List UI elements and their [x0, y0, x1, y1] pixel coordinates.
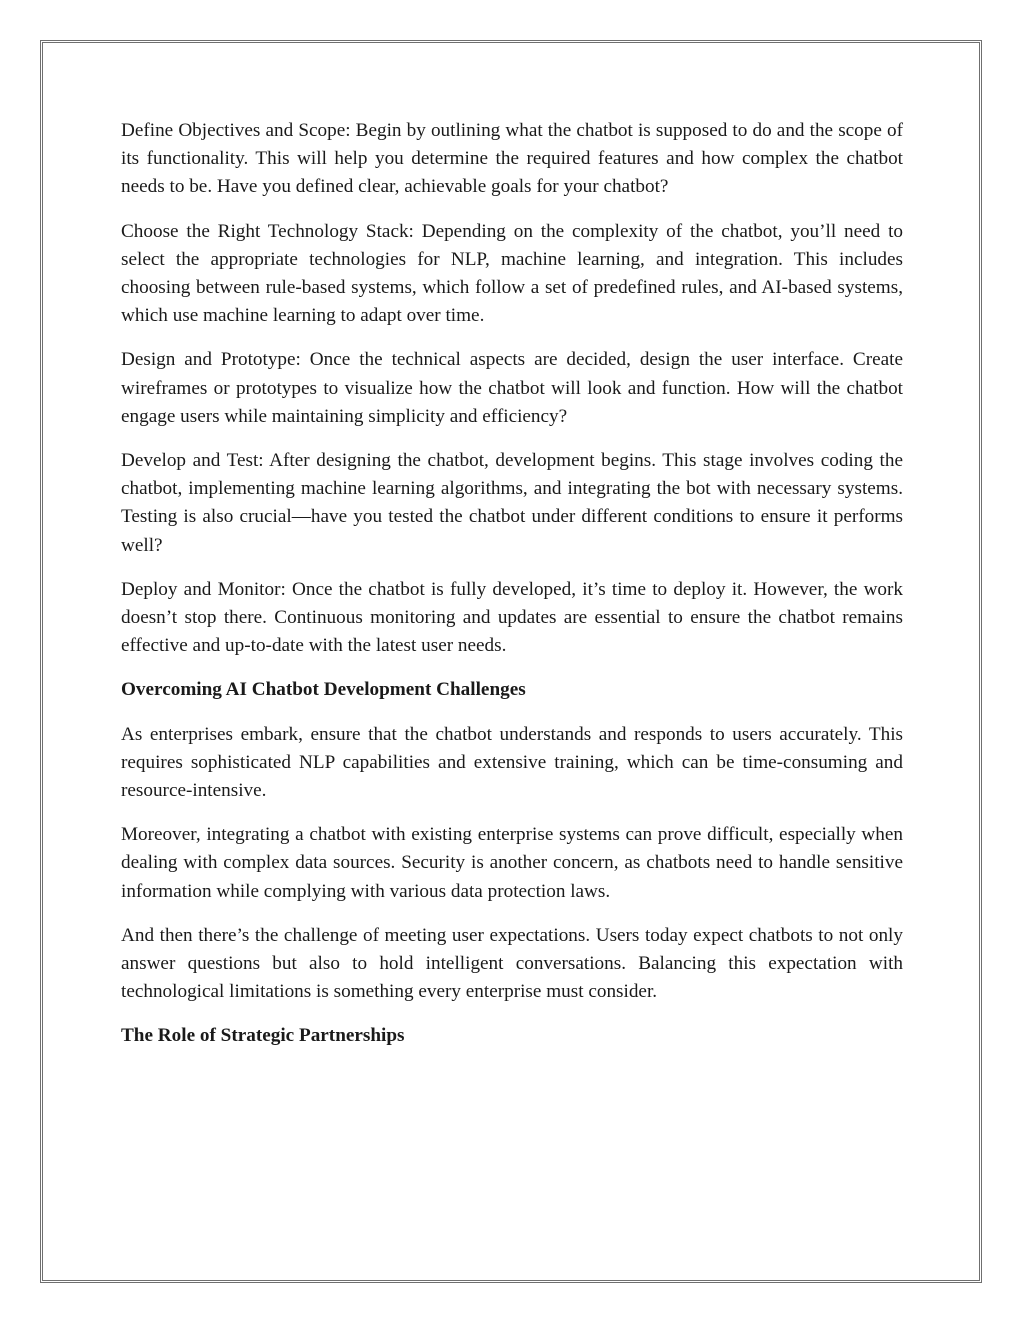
document-body	[121, 117, 903, 1067]
heading-strategic-partnerships: The Role of Strategic Partnerships	[121, 1025, 405, 1047]
paragraph-integration-security: Moreover, integrating a chatbot with existing enterprise systems can prove difficult, especially when dealing with complex data sources. Security is another concern, as chatbots need to handle sensitive information while complying with various data protection laws.	[121, 824, 903, 902]
paragraph-deploy-monitor: Deploy and Monitor: Once the chatbot is fully developed, it’s time to deploy it. However, the work doesn’t stop there. Continuous monitoring and updates are essential to ensure the chatbot remains effective and up-to-date with the latest user needs.	[121, 578, 903, 657]
heading-challenges: Overcoming AI Chatbot Development Challenges	[121, 679, 526, 701]
paragraph-define-objectives: Define Objectives and Scope: Begin by outlining what the chatbot is supposed to do and the scope of its functionality. This will help you determine the required features and how complex the chatbot needs to be. Have you defined clear, achievable goals for your chatbot?	[121, 120, 903, 198]
paragraph-design-prototype: Design and Prototype: Once the technical aspects are decided, design the user interface. Create wireframes or prototypes to visualize how the chatbot will look and function. How will the chatbot engage users while maintaining simplicity and efficiency?	[121, 349, 903, 427]
paragraph-develop-test: Develop and Test: After designing the chatbot, development begins. This stage involves coding the chatbot, implementing machine learning algorithms, and integrating the bot with necessary systems. Testing is also crucial—have you tested the chatbot under different conditions to ensure it performs well?	[121, 450, 903, 556]
paragraph-technology-stack: Choose the Right Technology Stack: Depending on the complexity of the chatbot, you’ll need to select the appropriate technologies for NLP, machine learning, and integration. This includes choosing between rule-based systems, which follow a set of predefined rules, and AI-based systems, which use machine learning to adapt over time.	[121, 220, 903, 327]
paragraph-enterprises-embark: As enterprises embark, ensure that the chatbot understands and responds to users accurately. This requires sophisticated NLP capabilities and extensive training, which can be time-consuming and resource-intensive.	[121, 723, 903, 802]
paragraph-user-expectations: And then there’s the challenge of meeting user expectations. Users today expect chatbots to not only answer questions but also to hold intelligent conversations. Balancing this expectation with technological limitations is something every enterprise must consider.	[121, 924, 903, 1003]
